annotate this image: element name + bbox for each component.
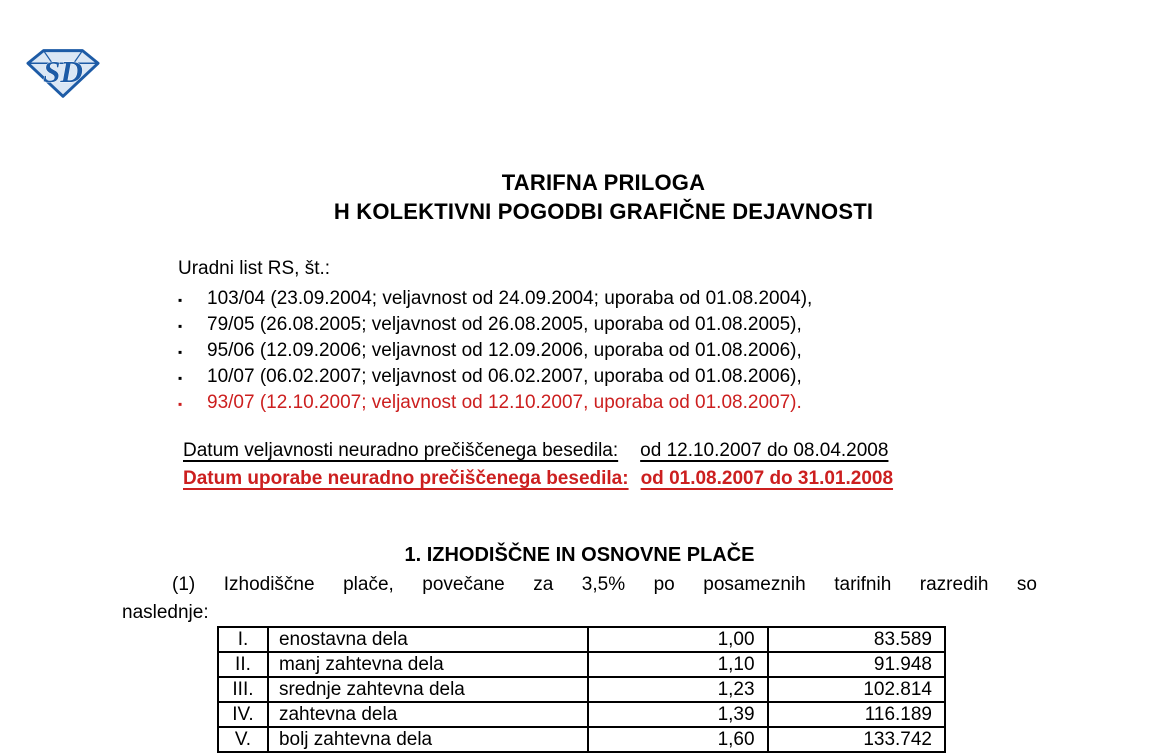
amount-cell: 83.589 bbox=[768, 627, 945, 652]
salary-table-body bbox=[218, 627, 945, 752]
title-line-1: TARIFNA PRILOGA bbox=[501, 170, 706, 195]
tariff-class-cell: V. bbox=[218, 727, 268, 752]
description-cell: bolj zahtevna dela bbox=[268, 727, 588, 752]
tariff-class-cell: IV. bbox=[218, 702, 268, 727]
square-bullet-icon: ▪ bbox=[178, 397, 183, 411]
gazette-item bbox=[178, 312, 812, 338]
salary-table-row bbox=[218, 627, 945, 652]
coefficient-cell: 1,60 bbox=[588, 727, 767, 752]
salary-table-row bbox=[218, 652, 945, 677]
gazette-item-text: 93/07 (12.10.2007; veljavnost od 12.10.2007, uporaba od 01.08.2007). bbox=[207, 392, 802, 413]
description-cell: srednje zahtevna dela bbox=[268, 677, 588, 702]
sd-gem-logo-icon bbox=[26, 46, 100, 100]
validity-value: od 12.10.2007 do 08.04.2008 bbox=[640, 440, 889, 461]
coefficient-cell: 1,39 bbox=[588, 702, 767, 727]
description-cell: manj zahtevna dela bbox=[268, 652, 588, 677]
coefficient-cell: 1,10 bbox=[588, 652, 767, 677]
gazette-item-text: 103/04 (23.09.2004; veljavnost od 24.09.2004; uporaba od 01.08.2004), bbox=[207, 288, 813, 309]
salary-table-row bbox=[218, 677, 945, 702]
usage-label: Datum uporabe neuradno prečiščenega besedila: bbox=[183, 468, 629, 489]
salary-table bbox=[217, 626, 946, 753]
description-cell: enostavna dela bbox=[268, 627, 588, 652]
document-title bbox=[146, 168, 1061, 226]
gazette-item bbox=[178, 364, 812, 390]
amount-cell: 116.189 bbox=[768, 702, 945, 727]
coefficient-cell: 1,23 bbox=[588, 677, 767, 702]
gazette-item bbox=[178, 286, 812, 312]
validity-section bbox=[183, 437, 893, 493]
square-bullet-icon: ▪ bbox=[178, 319, 183, 333]
tariff-class-cell: III. bbox=[218, 677, 268, 702]
description-cell: zahtevna dela bbox=[268, 702, 588, 727]
validity-label: Datum veljavnosti neuradno prečiščenega besedila: bbox=[183, 440, 619, 461]
amount-cell: 133.742 bbox=[768, 727, 945, 752]
logo-letters: SD bbox=[43, 53, 83, 89]
coefficient-cell: 1,00 bbox=[588, 627, 767, 652]
usage-line bbox=[183, 465, 893, 493]
salary-table-row bbox=[218, 702, 945, 727]
gazette-item-text: 95/06 (12.09.2006; veljavnost od 12.09.2006, uporaba od 01.08.2006), bbox=[207, 340, 802, 361]
gazette-item-text: 10/07 (06.02.2007; veljavnost od 06.02.2007, uporaba od 01.08.2006), bbox=[207, 366, 802, 387]
gazette-list bbox=[178, 286, 812, 416]
company-logo bbox=[26, 46, 100, 100]
amount-cell: 102.814 bbox=[768, 677, 945, 702]
validity-line bbox=[183, 437, 893, 465]
gazette-section bbox=[178, 256, 812, 416]
square-bullet-icon: ▪ bbox=[178, 293, 183, 307]
tariff-class-cell: I. bbox=[218, 627, 268, 652]
section-paragraph bbox=[122, 571, 1037, 627]
gazette-intro: Uradni list RS, št.: bbox=[178, 258, 331, 279]
gazette-item-text: 79/05 (26.08.2005; veljavnost od 26.08.2005, uporaba od 01.08.2005), bbox=[207, 314, 802, 335]
tariff-class-cell: II. bbox=[218, 652, 268, 677]
gazette-item bbox=[178, 338, 812, 364]
title-line-2: H KOLEKTIVNI POGODBI GRAFIČNE DEJAVNOSTI bbox=[333, 199, 874, 224]
gazette-item bbox=[178, 390, 812, 416]
amount-cell: 91.948 bbox=[768, 652, 945, 677]
paragraph-line-2: naslednje: bbox=[122, 602, 209, 623]
section-heading: 1. IZHODIŠČNE IN OSNOVNE PLAČE bbox=[404, 544, 755, 566]
paragraph-line-1: (1) Izhodiščne plače, povečane za 3,5% po posameznih tarifnih razredih so bbox=[172, 574, 1037, 595]
square-bullet-icon: ▪ bbox=[178, 371, 183, 385]
usage-value: od 01.08.2007 do 31.01.2008 bbox=[640, 468, 894, 489]
salary-table-row bbox=[218, 727, 945, 752]
square-bullet-icon: ▪ bbox=[178, 345, 183, 359]
